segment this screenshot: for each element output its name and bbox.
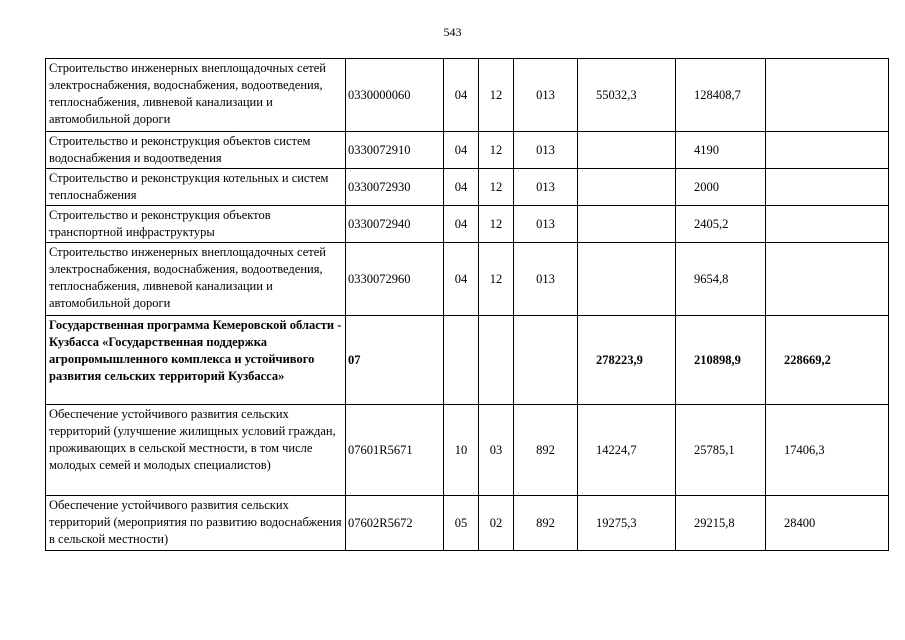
- row-value-2: 2405,2: [676, 206, 766, 243]
- row-section: [444, 316, 479, 405]
- row-section: 04: [444, 132, 479, 169]
- row-section: 04: [444, 206, 479, 243]
- table-body: [46, 59, 889, 551]
- row-subsection: 12: [479, 132, 514, 169]
- row-value-2: 29215,8: [676, 496, 766, 551]
- row-value-3: [766, 169, 889, 206]
- row-code: 07601R5671: [346, 405, 444, 496]
- row-expense-type: 892: [514, 405, 578, 496]
- row-expense-type: 013: [514, 59, 578, 132]
- row-value-1: 55032,3: [578, 59, 676, 132]
- row-subsection: 12: [479, 243, 514, 316]
- row-subsection: [479, 316, 514, 405]
- row-value-2: 4190: [676, 132, 766, 169]
- row-value-2: 9654,8: [676, 243, 766, 316]
- row-expense-type: [514, 316, 578, 405]
- row-name: Строительство инженерных внеплощадочных сетей электроснабжения, водоснабжения, водоотведения, теплоснабжения, ливневой канализации и автомобильной дороги: [46, 59, 346, 132]
- row-name: Государственная программа Кемеровской области - Кузбасса «Государственная поддержка агропромышленного комплекса и устойчивого развития сельских территорий Кузбасса»: [46, 316, 346, 405]
- row-value-1: [578, 243, 676, 316]
- row-value-3: [766, 132, 889, 169]
- row-expense-type: 013: [514, 132, 578, 169]
- row-name: Обеспечение устойчивого развития сельских территорий (улучшение жилищных условий граждан, проживающих в сельской местности, в том числе молодых семей и молодых специалистов): [46, 405, 346, 496]
- row-code: 07: [346, 316, 444, 405]
- row-code: 0330000060: [346, 59, 444, 132]
- budget-table: [45, 58, 889, 551]
- row-code: 07602R5672: [346, 496, 444, 551]
- row-code: 0330072940: [346, 206, 444, 243]
- row-value-2: 128408,7: [676, 59, 766, 132]
- table-row: [46, 59, 889, 132]
- row-code: 0330072910: [346, 132, 444, 169]
- table-row: [46, 132, 889, 169]
- row-name: Строительство и реконструкция объектов транспортной инфраструктуры: [46, 206, 346, 243]
- row-section: 05: [444, 496, 479, 551]
- table-row: [46, 405, 889, 496]
- row-name: Строительство и реконструкция котельных и систем теплоснабжения: [46, 169, 346, 206]
- row-value-3: [766, 59, 889, 132]
- row-section: 10: [444, 405, 479, 496]
- page-number: 543: [443, 25, 462, 39]
- row-value-3: [766, 243, 889, 316]
- row-name: Строительство инженерных внеплощадочных сетей электроснабжения, водоснабжения, водоотведения, теплоснабжения, ливневой канализации и автомобильной дороги: [46, 243, 346, 316]
- row-code: 0330072960: [346, 243, 444, 316]
- row-value-1: [578, 132, 676, 169]
- row-value-3: [766, 206, 889, 243]
- row-expense-type: 013: [514, 243, 578, 316]
- row-section: 04: [444, 169, 479, 206]
- row-value-3: 17406,3: [766, 405, 889, 496]
- row-value-1: [578, 169, 676, 206]
- row-name: Строительство и реконструкция объектов систем водоснабжения и водоотведения: [46, 132, 346, 169]
- table-row: [46, 206, 889, 243]
- row-subsection: 12: [479, 169, 514, 206]
- row-code: 0330072930: [346, 169, 444, 206]
- row-section: 04: [444, 59, 479, 132]
- row-value-3: 228669,2: [766, 316, 889, 405]
- row-subsection: 03: [479, 405, 514, 496]
- table-row: [46, 496, 889, 551]
- row-value-1: 278223,9: [578, 316, 676, 405]
- row-subsection: 12: [479, 206, 514, 243]
- row-expense-type: 892: [514, 496, 578, 551]
- table-row: [46, 243, 889, 316]
- row-subsection: 02: [479, 496, 514, 551]
- row-expense-type: 013: [514, 169, 578, 206]
- row-value-2: 25785,1: [676, 405, 766, 496]
- row-subsection: 12: [479, 59, 514, 132]
- table-row: [46, 316, 889, 405]
- row-value-3: 28400: [766, 496, 889, 551]
- row-value-2: 2000: [676, 169, 766, 206]
- row-value-1: 14224,7: [578, 405, 676, 496]
- row-name: Обеспечение устойчивого развития сельских территорий (мероприятия по развитию водоснабжения в сельской местности): [46, 496, 346, 551]
- row-value-1: [578, 206, 676, 243]
- row-value-2: 210898,9: [676, 316, 766, 405]
- row-expense-type: 013: [514, 206, 578, 243]
- row-value-1: 19275,3: [578, 496, 676, 551]
- table-row: [46, 169, 889, 206]
- row-section: 04: [444, 243, 479, 316]
